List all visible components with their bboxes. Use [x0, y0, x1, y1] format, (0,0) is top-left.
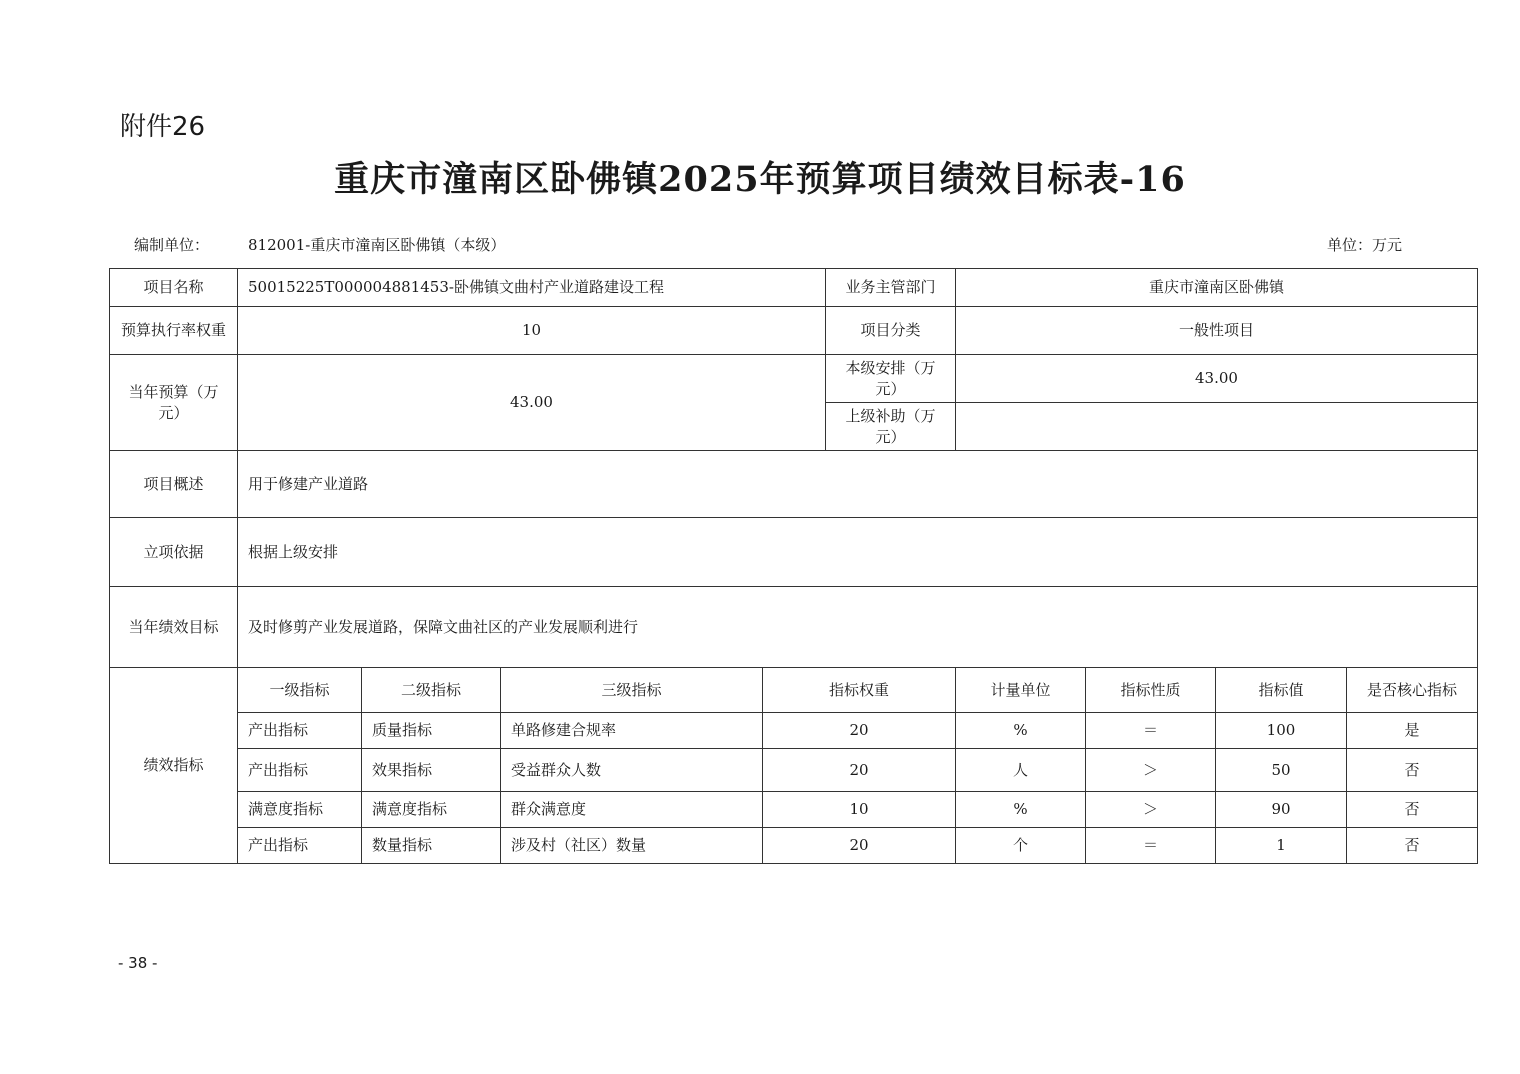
overview-label: 项目概述	[110, 451, 238, 518]
performance-table	[109, 268, 1478, 864]
goal-value: 及时修剪产业发展道路，保障文曲社区的产业发展顺利进行	[238, 587, 1478, 668]
basis-label: 立项依据	[110, 518, 238, 587]
row-budget	[110, 355, 1478, 403]
row-project-name	[110, 269, 1478, 307]
cell-value: 50	[1216, 749, 1347, 792]
table-row	[110, 792, 1478, 828]
cell-unit: %	[956, 713, 1086, 749]
cell-unit: 人	[956, 749, 1086, 792]
header-level2: 二级指标	[362, 668, 501, 713]
project-name-label: 项目名称	[110, 269, 238, 307]
cell-level2: 效果指标	[362, 749, 501, 792]
cell-nature: ＝	[1086, 713, 1216, 749]
cell-level2: 质量指标	[362, 713, 501, 749]
cell-unit: %	[956, 792, 1086, 828]
cell-nature: ＝	[1086, 828, 1216, 864]
local-value: 43.00	[956, 355, 1478, 403]
cell-core: 是	[1347, 713, 1478, 749]
cell-weight: 10	[763, 792, 956, 828]
local-label: 本级安排（万元）	[826, 355, 956, 403]
dept-value: 重庆市潼南区卧佛镇	[956, 269, 1478, 307]
cell-nature: ＞	[1086, 749, 1216, 792]
cell-level1: 满意度指标	[238, 792, 362, 828]
table-row	[110, 749, 1478, 792]
dept-label: 业务主管部门	[826, 269, 956, 307]
upper-label: 上级补助（万元）	[826, 403, 956, 451]
page-title: 重庆市潼南区卧佛镇2025年预算项目绩效目标表-16	[334, 159, 1186, 200]
row-exec-weight	[110, 307, 1478, 355]
header-level1: 一级指标	[238, 668, 362, 713]
cell-level2: 满意度指标	[362, 792, 501, 828]
cell-value: 90	[1216, 792, 1347, 828]
cell-level2: 数量指标	[362, 828, 501, 864]
exec-weight-value: 10	[238, 307, 826, 355]
header-nature: 指标性质	[1086, 668, 1216, 713]
cell-weight: 20	[763, 713, 956, 749]
cell-core: 否	[1347, 828, 1478, 864]
cell-value: 100	[1216, 713, 1347, 749]
compiler-row	[134, 234, 506, 255]
goal-label: 当年绩效目标	[110, 587, 238, 668]
basis-value: 根据上级安排	[238, 518, 1478, 587]
table-row	[110, 828, 1478, 864]
header-core: 是否核心指标	[1347, 668, 1478, 713]
category-label: 项目分类	[826, 307, 956, 355]
header-level3: 三级指标	[501, 668, 763, 713]
header-value: 指标值	[1216, 668, 1347, 713]
row-basis	[110, 518, 1478, 587]
attachment-label: 附件26	[120, 112, 206, 142]
compiler-label: 编制单位：	[134, 236, 210, 254]
page-number: - 38 -	[118, 954, 158, 972]
header-unit: 计量单位	[956, 668, 1086, 713]
budget-label: 当年预算（万元）	[110, 355, 238, 451]
overview-value: 用于修建产业道路	[238, 451, 1478, 518]
row-goal	[110, 587, 1478, 668]
unit-label: 单位：万元	[1326, 236, 1402, 254]
header-weight: 指标权重	[763, 668, 956, 713]
upper-value	[956, 403, 1478, 451]
cell-level3: 群众满意度	[501, 792, 763, 828]
table-row	[110, 713, 1478, 749]
cell-unit: 个	[956, 828, 1086, 864]
cell-nature: ＞	[1086, 792, 1216, 828]
cell-level1: 产出指标	[238, 828, 362, 864]
cell-core: 否	[1347, 749, 1478, 792]
cell-core: 否	[1347, 792, 1478, 828]
cell-level3: 涉及村（社区）数量	[501, 828, 763, 864]
cell-level1: 产出指标	[238, 749, 362, 792]
project-name-value: 50015225T000004881453-卧佛镇文曲村产业道路建设工程	[238, 269, 826, 307]
category-value: 一般性项目	[956, 307, 1478, 355]
cell-weight: 20	[763, 749, 956, 792]
cell-value: 1	[1216, 828, 1347, 864]
cell-level3: 单路修建合规率	[501, 713, 763, 749]
cell-weight: 20	[763, 828, 956, 864]
cell-level1: 产出指标	[238, 713, 362, 749]
indicator-header-row	[110, 668, 1478, 713]
indicators-label: 绩效指标	[110, 668, 238, 864]
cell-level3: 受益群众人数	[501, 749, 763, 792]
row-overview	[110, 451, 1478, 518]
budget-value: 43.00	[238, 355, 826, 451]
exec-weight-label: 预算执行率权重	[110, 307, 238, 355]
compiler-value: 812001-重庆市潼南区卧佛镇（本级）	[248, 236, 506, 254]
